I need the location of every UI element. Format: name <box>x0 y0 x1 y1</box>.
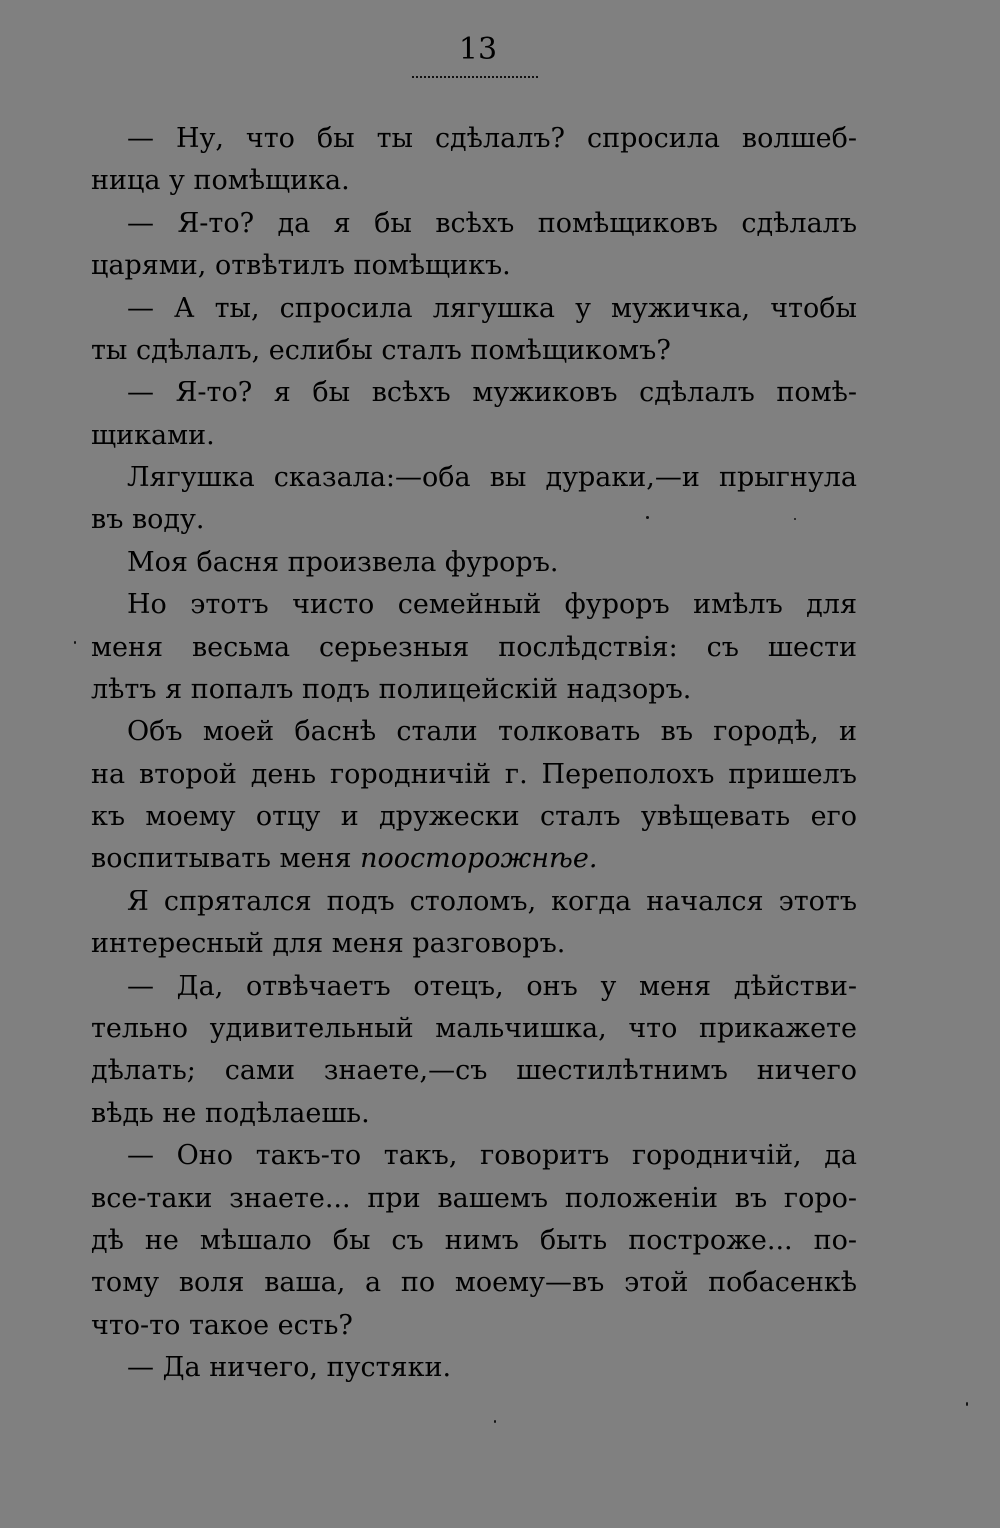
text-line: щиками. <box>91 420 215 451</box>
scan-speck <box>74 641 76 644</box>
scan-speck <box>494 1420 496 1423</box>
text-line: царями, отвѣтилъ помѣщикъ. <box>91 250 511 281</box>
text-line: — Оно такъ-то такъ, говоритъ городничій, да <box>127 1140 857 1171</box>
scan-speck <box>794 518 796 520</box>
text-line: тому воля ваша, а по моему—въ этой побасенкѣ <box>91 1267 857 1298</box>
text-line: Я спрятался подъ столомъ, когда начался этотъ <box>127 886 857 917</box>
text-line: тельно удивительный мальчишка, что прикажете <box>91 1013 857 1044</box>
text-line: — А ты, спросила лягушка у мужичка, чтобы <box>127 293 857 324</box>
page-number-rule <box>412 76 538 78</box>
text-line: дѣлать; сами знаете,—съ шестилѣтнимъ ничего <box>91 1055 857 1086</box>
text-line: Моя басня произвела фуроръ. <box>127 547 559 578</box>
text-line: — Да, отвѣчаетъ отецъ, онъ у меня дѣйстви- <box>127 971 857 1002</box>
text-line: — Я-то? да я бы всѣхъ помѣщиковъ сдѣлалъ <box>127 208 857 239</box>
text-line: — Ну, что бы ты сдѣлалъ? спросила волшеб- <box>127 123 857 154</box>
text-line: Лягушка сказала:—оба вы дураки,—и прыгнула <box>127 462 857 493</box>
text-line: ты сдѣлалъ, еслибы сталъ помѣщикомъ? <box>91 335 671 366</box>
text-line: — Да ничего, пустяки. <box>127 1352 452 1383</box>
text-span: воспитывать меня <box>91 843 352 874</box>
text-line: что-то такое есть? <box>91 1310 353 1341</box>
text-line: все-таки знаете... при вашемъ положеніи въ горо- <box>91 1183 857 1214</box>
text-line: на второй день городничій г. Переполохъ пришелъ <box>91 759 857 790</box>
scan-speck <box>646 516 649 519</box>
text-line: дѣ не мѣшало бы съ нимъ быть построже... по- <box>91 1225 857 1256</box>
text-line: лѣтъ я попалъ подъ полицейскій надзоръ. <box>91 674 692 705</box>
text-line: къ моему отцу и дружески сталъ увѣщевать его <box>91 801 857 832</box>
page-number: 13 <box>458 32 498 67</box>
text-line: Но этотъ чисто семейный фуроръ имѣлъ для <box>127 589 857 620</box>
text-line: Объ моей баснѣ стали толковать въ городѣ, и <box>127 716 857 747</box>
text-line: интересный для меня разговоръ. <box>91 928 566 959</box>
text-line: ница у помѣщика. <box>91 165 350 196</box>
italic-word: поосторожнѣе. <box>360 843 598 874</box>
scan-speck <box>966 1402 968 1406</box>
text-line: меня весьма серьезныя послѣдствія: съ шести <box>91 632 857 663</box>
text-line <box>91 838 857 880</box>
text-line: въ воду. <box>91 504 205 535</box>
text-line: вѣдь не подѣлаешь. <box>91 1098 370 1129</box>
text-line: — Я-то? я бы всѣхъ мужиковъ сдѣлалъ помѣ- <box>127 377 857 408</box>
